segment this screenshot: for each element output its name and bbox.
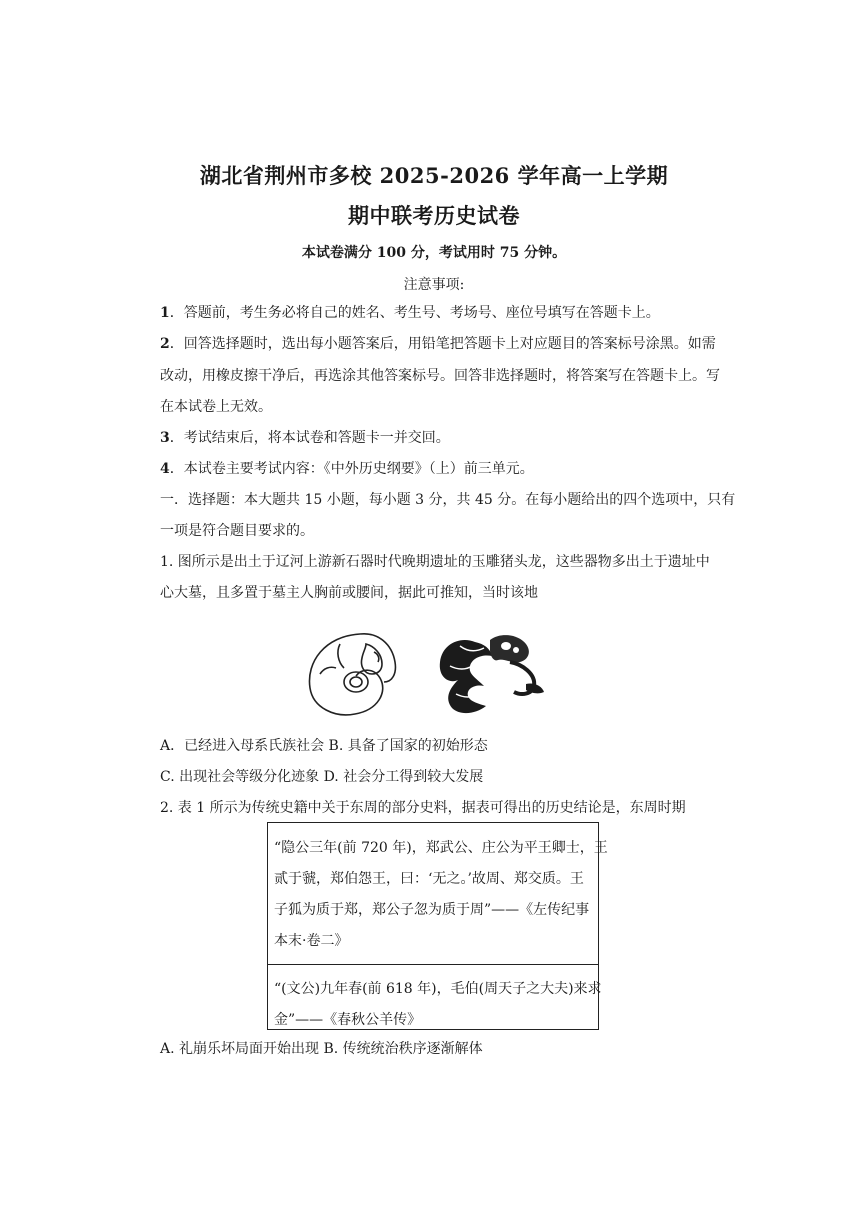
table-row-1-line: 子狐为质于郑，郑公子忽为质于周”——《左传纪事 xyxy=(274,902,590,918)
history-source-table xyxy=(267,822,608,1030)
exam-info: 本试卷满分 100 分，考试用时 75 分钟。 xyxy=(301,245,567,261)
notice-item-2-cont: 改动，用橡皮擦干净后，再选涂其他答案标号。回答非选择题时，将答案写在答题卡上。写 xyxy=(160,368,720,384)
table-row-2 xyxy=(268,974,602,1030)
table-divider xyxy=(268,964,598,965)
notice-item-2-cont: 在本试卷上无效。 xyxy=(160,399,272,415)
table-row-1-line: “隐公三年(前 720 年)，郑武公、庄公为平王卿士，王 xyxy=(274,840,608,856)
jade-pig-dragon-outline-image xyxy=(309,634,395,715)
table-row-2-line: “(文公)九年春(前 618 年)，毛伯(周天子之大夫)来求 xyxy=(274,981,602,997)
section-heading-cont: 一项是符合题目要求的。 xyxy=(160,523,314,539)
question-1-stem-cont: 心大墓，且多置于墓主人胸前或腰间，据此可推知，当时该地 xyxy=(160,585,538,601)
question-1-stem: 1. 图所示是出土于辽河上游新石器时代晚期遗址的玉雕猪头龙，这些器物多出土于遗址中 xyxy=(160,554,710,570)
notice-heading: 注意事项: xyxy=(403,277,465,293)
notice-item-1 xyxy=(160,303,720,323)
exam-title-line2: 期中联考历史试卷 xyxy=(348,203,520,228)
notice-item-3 xyxy=(160,428,720,448)
exam-title-line1: 湖北省荆州市多校 2025-2026 学年高一上学期 xyxy=(199,163,669,188)
question-1-options-ab: A．已经进入母系氏族社会 B. 具备了国家的初始形态 xyxy=(160,738,488,754)
notice-number: 1 xyxy=(160,305,170,321)
question-2-options-ab: A. 礼崩乐坏局面开始出现 B. 传统统治秩序逐渐解体 xyxy=(160,1041,483,1057)
notice-number: 3 xyxy=(160,430,170,446)
table-row-1 xyxy=(268,833,608,965)
notice-item-4 xyxy=(160,459,720,479)
question-2-stem: 2. 表 1 所示为传统史籍中关于东周的部分史料，据表可得出的历史结论是，东周时期 xyxy=(160,800,686,816)
notice-text: ．回答选择题时，选出每小题答案后，用铅笔把答题卡上对应题目的答案标号涂黑。如需 xyxy=(169,336,716,352)
notice-number: 4 xyxy=(160,461,170,477)
notice-text: ．考试结束后，将本试卷和答题卡一并交回。 xyxy=(169,430,450,446)
jade-pig-dragon-solid-image xyxy=(440,635,544,713)
section-heading: 一．选择题：本大题共 15 小题，每小题 3 分，共 45 分。在每小题给出的四个选项中，只有 xyxy=(160,492,736,508)
table-row-1-line: 本末·卷二》 xyxy=(274,933,349,949)
notice-item-2 xyxy=(160,334,720,354)
notice-text: ．答题前，考生务必将自己的姓名、考生号、考场号、座位号填写在答题卡上。 xyxy=(169,305,660,321)
question-1-options-cd: C. 出现社会等级分化迹象 D. 社会分工得到较大发展 xyxy=(160,769,484,785)
notice-number: 2 xyxy=(160,336,170,352)
jade-pig-dragon-figure xyxy=(300,622,560,722)
table-row-1-line: 贰于虢，郑伯怨王，曰：‘无之。’故周、郑交质。王 xyxy=(274,871,584,887)
table-row-2-line: 金”——《春秋公羊传》 xyxy=(274,1012,422,1028)
notice-text: ．本试卷主要考试内容：《中外历史纲要》（上）前三单元。 xyxy=(169,461,534,477)
